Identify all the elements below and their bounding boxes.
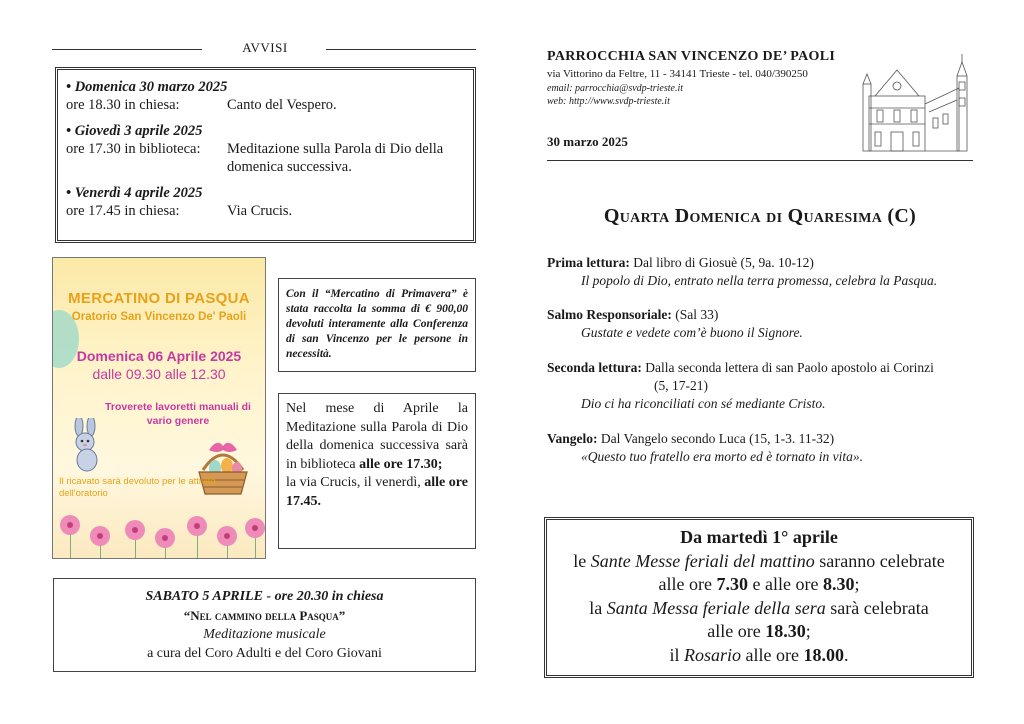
messe-line-2: alle ore 7.30 e alle ore 8.30; bbox=[658, 574, 860, 594]
flower-icon bbox=[60, 515, 80, 535]
reading-label: Salmo Responsoriale: bbox=[547, 307, 672, 322]
reading-label: Prima lettura: bbox=[547, 255, 630, 270]
flyer-lavoretti: Troverete lavoretti manuali di vario genere bbox=[105, 401, 251, 427]
mercatino-note: Con il “Mercatino di Primavera” è stata raccolta la somma di € 900,00 devoluti interamente alla Conferenza di san Vincenzo per le persone in necessità. bbox=[286, 288, 468, 360]
avvisi-rule-left bbox=[52, 49, 202, 50]
reading-text: (Sal 33) bbox=[671, 307, 719, 322]
reading-text: Dal Vangelo secondo Luca (15, 1-3. 11-32) bbox=[597, 431, 835, 446]
sabato-head: SABATO 5 APRILE - ore 20.30 in chiesa bbox=[145, 589, 384, 604]
sunday-title: Quarta Domenica di Quaresima (C) bbox=[603, 205, 917, 227]
flower-icon bbox=[125, 520, 145, 540]
avvisi-event bbox=[66, 184, 465, 220]
parish-email: email: parrocchia@svdp-trieste.it bbox=[547, 83, 684, 94]
flyer-subtitle: Oratorio San Vincenzo De' Paoli bbox=[71, 311, 247, 323]
event-when: ore 18.30 in chiesa: bbox=[66, 97, 180, 113]
reading-item bbox=[547, 254, 973, 290]
sabato-by: a cura del Coro Adulti e del Coro Giovani bbox=[147, 646, 382, 661]
aprile-time-2: alle ore 17.45. bbox=[286, 475, 468, 509]
messe-line-3: la Santa Messa feriale della sera sarà celebrata bbox=[589, 597, 929, 618]
avvisi-event bbox=[66, 122, 465, 176]
reading-italic: Il popolo di Dio, entrato nella terra promessa, celebra la Pasqua. bbox=[581, 273, 938, 288]
parish-web: web: http://www.svdp-trieste.it bbox=[547, 96, 670, 107]
event-what: Via Crucis. bbox=[227, 203, 293, 219]
reading-label: Vangelo: bbox=[547, 431, 598, 446]
flyer-note: Il ricavato sarà devoluto per le attività dell'oratorio bbox=[59, 476, 216, 499]
flower-icon bbox=[155, 528, 175, 548]
avvisi-box bbox=[55, 67, 476, 243]
messe-head: Da martedì 1° aprile bbox=[680, 527, 838, 547]
reading-item bbox=[547, 359, 973, 413]
avvisi-rule-right bbox=[326, 49, 476, 50]
sabato-title: “Nel cammino della Pasqua” bbox=[183, 608, 346, 623]
messe-line-4: alle ore 18.30; bbox=[707, 621, 811, 641]
flyer-date: Domenica 06 Aprile 2025 bbox=[76, 348, 242, 364]
messe-line-1: le Sante Messe feriali del mattino saranno celebrate bbox=[573, 550, 945, 571]
reading-label: Seconda lettura: bbox=[547, 360, 642, 375]
sabato-subtitle: Meditazione musicale bbox=[203, 627, 326, 642]
reading-italic: Dio ci ha riconciliati con sé mediante Cristo. bbox=[581, 396, 826, 411]
aprile-time-1: alle ore 17.30; bbox=[359, 456, 443, 472]
event-date: • Venerdì 4 aprile 2025 bbox=[66, 185, 203, 201]
reading-text: Dal libro di Giosuè (5, 9a. 10-12) bbox=[629, 255, 814, 270]
reading-item bbox=[547, 306, 973, 342]
event-when: ore 17.45 in chiesa: bbox=[66, 203, 180, 219]
mercatino-note-box bbox=[278, 278, 476, 372]
messe-box bbox=[544, 517, 974, 678]
church-drawing-icon bbox=[855, 48, 977, 154]
flyer-title: MERCATINO DI PASQUA bbox=[68, 290, 250, 307]
reading-item bbox=[547, 430, 973, 466]
avvisi-event bbox=[66, 78, 465, 114]
avvisi-title: AVVISI bbox=[242, 40, 288, 55]
reading-continuation: (5, 17-21) bbox=[654, 378, 708, 393]
parish-address: via Vittorino da Feltre, 11 - 34141 Trieste - tel. 040/390250 bbox=[547, 68, 808, 80]
flower-icon bbox=[90, 526, 110, 546]
reading-text: Dalla seconda lettera di san Paolo apostolo ai Corinzi bbox=[641, 360, 934, 375]
event-what: Meditazione sulla Parola di Dio della domenica successiva. bbox=[227, 141, 444, 175]
aprile-note-box bbox=[278, 393, 476, 549]
flower-icon bbox=[217, 526, 237, 546]
event-when: ore 17.30 in biblioteca: bbox=[66, 141, 201, 157]
header-rule bbox=[547, 160, 973, 161]
bunny-icon bbox=[65, 418, 109, 474]
messe-line-5: il Rosario alle ore 18.00. bbox=[669, 644, 849, 665]
issue-date: 30 marzo 2025 bbox=[547, 134, 628, 149]
aprile-text-1: Nel mese di Aprile la Meditazione sulla Parola di Dio della domenica successiva sarà in biblioteca bbox=[286, 401, 468, 472]
aprile-text-2: la via Crucis, il venerdì, bbox=[286, 475, 425, 490]
reading-italic: Gustate e vedete com’è buono il Signore. bbox=[581, 325, 803, 340]
reading-italic: «Questo tuo fratello era morto ed è tornato in vita». bbox=[581, 449, 863, 464]
event-date: • Giovedì 3 aprile 2025 bbox=[66, 123, 203, 139]
sabato-box bbox=[53, 578, 476, 672]
event-what: Canto del Vespero. bbox=[227, 97, 337, 113]
parish-name: PARROCCHIA SAN VINCENZO DE’ PAOLI bbox=[547, 49, 836, 64]
flyer-time: dalle 09.30 alle 12.30 bbox=[92, 366, 226, 382]
event-date: • Domenica 30 marzo 2025 bbox=[66, 79, 228, 95]
mercatino-flyer bbox=[52, 257, 266, 559]
flower-icon bbox=[187, 516, 207, 536]
flower-icon bbox=[245, 518, 265, 538]
